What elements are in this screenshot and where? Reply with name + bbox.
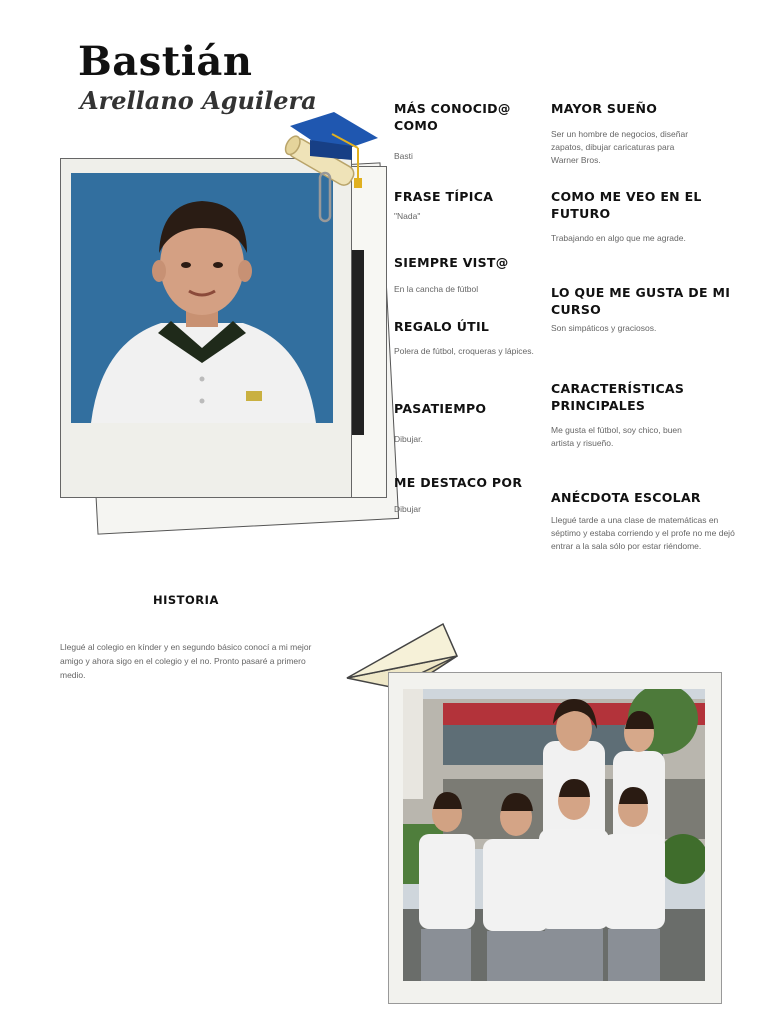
graduation-cap-icon bbox=[272, 108, 382, 228]
known-as-text: Basti bbox=[394, 151, 413, 161]
likes-class-title: LO QUE ME GUSTA DE MI CURSO bbox=[551, 285, 731, 317]
useful-gift-title: REGALO ÚTIL bbox=[394, 319, 490, 334]
last-name: Arellano Aguilera bbox=[80, 86, 317, 115]
history-title: HISTORIA bbox=[153, 593, 219, 607]
future-self-title: COMO ME VEO EN EL FUTURO bbox=[551, 189, 702, 221]
biggest-dream-title: MAYOR SUEÑO bbox=[551, 101, 658, 116]
known-as-title: MÁS CONOCID@ COMO bbox=[394, 101, 511, 133]
school-anecdote-title: ANÉCDOTA ESCOLAR bbox=[551, 490, 701, 505]
hobby-text: Dibujar. bbox=[394, 434, 423, 444]
likes-class-text: Son simpáticos y graciosos. bbox=[551, 323, 657, 333]
hobby-title: PASATIEMPO bbox=[394, 401, 487, 416]
always-seen-title: SIEMPRE VIST@ bbox=[394, 255, 509, 270]
group-illustration bbox=[403, 689, 705, 981]
first-name: Bastián bbox=[78, 38, 253, 85]
history-text: Llegué al colegio en kínder y en segundo básico conocí a mi mejor amigo y ahora sigo en el colegio y el no. Pronto pasaré a primero medio. bbox=[60, 642, 312, 680]
biggest-dream-text: Ser un hombre de negocios, diseñar zapatos, dibujar caricaturas para Warner Bros. bbox=[551, 129, 689, 165]
group-photo-frame bbox=[388, 672, 722, 1004]
polaroid-side-shadow bbox=[350, 250, 364, 435]
typical-phrase-title: FRASE TÍPICA bbox=[394, 189, 494, 204]
useful-gift-text: Polera de fútbol, croqueras y lápices. bbox=[394, 346, 534, 356]
typical-phrase-text: "Nada" bbox=[394, 211, 421, 221]
future-self-text: Trabajando en algo que me agrade. bbox=[551, 233, 686, 243]
main-traits-text: Me gusta el fútbol, soy chico, buen artista y risueño. bbox=[551, 425, 682, 448]
always-seen-text: En la cancha de fútbol bbox=[394, 284, 479, 294]
group-photo bbox=[403, 689, 705, 981]
main-traits-title: CARACTERÍSTICAS PRINCIPALES bbox=[551, 381, 685, 413]
stand-out-text: Dibujar bbox=[394, 504, 421, 514]
stand-out-title: ME DESTACO POR bbox=[394, 475, 523, 490]
school-anecdote-text: Llegué tarde a una clase de matemáticas en séptimo y estaba corriendo y el profe no me dejó entrar a la sala sólo por estar riéndome. bbox=[551, 515, 735, 551]
